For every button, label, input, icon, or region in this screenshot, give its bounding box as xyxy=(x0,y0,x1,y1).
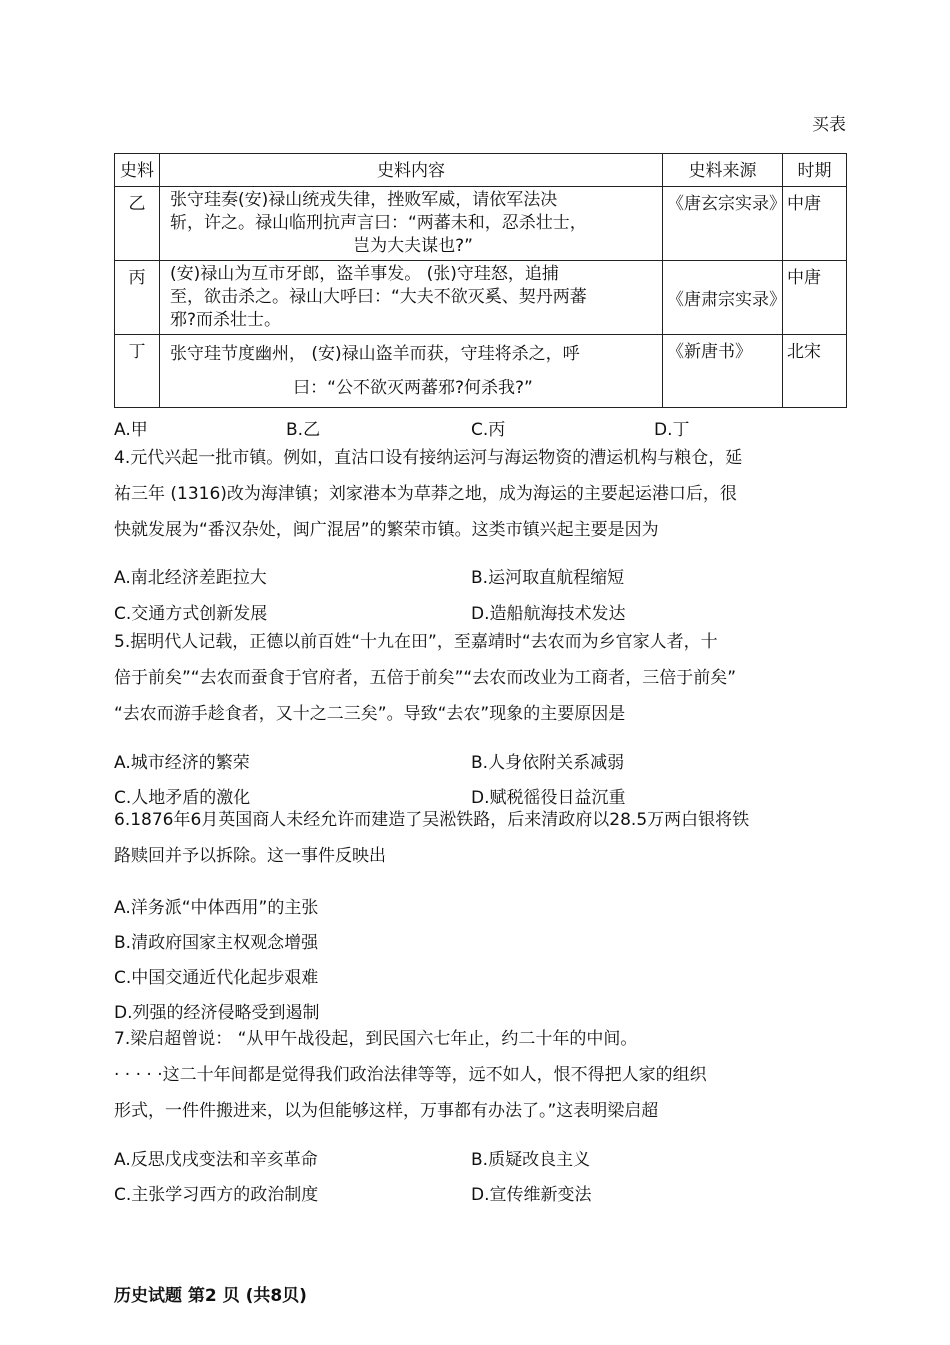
stem-line: 倍于前矣”“去农而蚕食于官府者，五倍于前矣”“去农而改业为工商者，三倍于前矣” xyxy=(114,668,737,688)
row-content xyxy=(160,335,663,408)
row-source: 《唐肃宗实录》 xyxy=(663,261,783,335)
stem-line: 6.1876年6月英国商人未经允许而建造了吴淞铁路，后来清政府以28.5万两白银将铁 xyxy=(114,810,750,830)
header-source: 史料 xyxy=(115,154,160,187)
content-line: 至，欲击杀之。禄山大呼曰：“大夫不欲灭奚、契丹两蕃 xyxy=(170,287,587,307)
content-line: 斩，许之。禄山临刑抗声言曰：“两蕃未和，忍杀壮士， xyxy=(170,213,587,233)
content-line: 张守珪节度幽州， (安)禄山盗羊而获，守珪将杀之，呼 xyxy=(170,344,580,364)
table-row xyxy=(115,261,847,335)
stem-line: 形式，一件件搬进来，以为但能够这样，万事都有办法了。”这表明梁启超 xyxy=(114,1101,659,1121)
q5-option-d: D.赋税徭役日益沉重 xyxy=(471,788,626,808)
content-line: 张守珪奏(安)禄山统戎失律，挫败军威，请依军法决 xyxy=(170,190,558,210)
stem-line: “去农而游手趁食者，又十之二三矣”。导致“去农”现象的主要原因是 xyxy=(114,704,626,724)
historical-sources-table xyxy=(114,153,847,408)
table-header-row xyxy=(115,154,847,187)
continued-table-label: 买表 xyxy=(812,115,846,135)
row-content xyxy=(160,187,663,261)
q6-option-d: D.列强的经济侵略受到遏制 xyxy=(114,1003,320,1023)
q7-option-a: A.反思戊戌变法和辛亥革命 xyxy=(114,1150,318,1170)
q7-option-c: C.主张学习西方的政治制度 xyxy=(114,1185,319,1205)
question-6-stem xyxy=(114,802,849,874)
row-period: 北宋 xyxy=(783,335,847,408)
row-id: 丁 xyxy=(115,335,160,408)
stem-line: 5.据明代人记载，正德以前百姓“十九在田”，至嘉靖时“去农而为乡官家人者，十 xyxy=(114,632,718,652)
q3-option-d: D.丁 xyxy=(654,420,690,440)
header-content: 史料内容 xyxy=(160,154,663,187)
stem-line: 4.元代兴起一批市镇。例如，直沽口设有接纳运河与海运物资的漕运机构与粮仓，延 xyxy=(114,448,743,468)
q4-option-c: C.交通方式创新发展 xyxy=(114,604,268,624)
q7-option-d: D.宣传维新变法 xyxy=(471,1185,592,1205)
q3-option-a: A.甲 xyxy=(114,420,148,440)
row-id: 丙 xyxy=(115,261,160,335)
q4-option-a: A.南北经济差距拉大 xyxy=(114,568,267,588)
question-5-stem xyxy=(114,624,849,732)
table-row xyxy=(115,187,847,261)
q4-option-b: B.运河取直航程缩短 xyxy=(471,568,625,588)
header-period: 时期 xyxy=(783,154,847,187)
q5-option-a: A.城市经济的繁荣 xyxy=(114,753,250,773)
stem-line: 快就发展为“番汉杂处，闽广混居”的繁荣市镇。这类市镇兴起主要是因为 xyxy=(114,520,659,540)
q4-option-d: D.造船航海技术发达 xyxy=(471,604,626,624)
q3-option-c: C.丙 xyxy=(471,420,506,440)
page-footer: 历史试题 第2 贝 (共8贝) xyxy=(114,1286,307,1306)
question-7-stem xyxy=(114,1021,849,1129)
row-source: 《唐玄宗实录》 xyxy=(663,187,783,261)
q7-option-b: B.质疑改良主义 xyxy=(471,1150,591,1170)
content-line: 曰：“公不欲灭两蕃邪?何杀我?” xyxy=(293,378,533,398)
row-source: 《新唐书》 xyxy=(663,335,783,408)
stem-line: 路赎回并予以拆除。这一事件反映出 xyxy=(114,846,386,866)
row-id: 乙 xyxy=(115,187,160,261)
q6-option-c: C.中国交通近代化起步艰难 xyxy=(114,968,319,988)
question-4-stem xyxy=(114,440,849,548)
content-line: (安)禄山为互市牙郎，盗羊事发。 (张)守珪怒，追捕 xyxy=(170,264,559,284)
q5-option-b: B.人身依附关系减弱 xyxy=(471,753,625,773)
q6-option-a: A.洋务派“中体西用”的主张 xyxy=(114,898,319,918)
header-origin: 史料来源 xyxy=(663,154,783,187)
q3-option-b: B.乙 xyxy=(286,420,321,440)
stem-line: · · · · ·这二十年间都是觉得我们政治法律等等，远不如人，恨不得把人家的组织 xyxy=(114,1065,707,1085)
content-line: 岂为大夫谋也?” xyxy=(353,236,473,256)
q5-option-c: C.人地矛盾的激化 xyxy=(114,788,251,808)
row-content xyxy=(160,261,663,335)
row-period: 中唐 xyxy=(783,187,847,261)
table-row xyxy=(115,335,847,408)
stem-line: 7.梁启超曾说： “从甲午战役起，到民国六七年止，约二十年的中间。 xyxy=(114,1029,638,1049)
q6-option-b: B.清政府国家主权观念增强 xyxy=(114,933,319,953)
stem-line: 祐三年 (1316)改为海津镇；刘家港本为草莽之地，成为海运的主要起运港口后，很 xyxy=(114,484,737,504)
content-line: 邪?而杀壮士。 xyxy=(170,310,282,330)
row-period: 中唐 xyxy=(783,261,847,335)
